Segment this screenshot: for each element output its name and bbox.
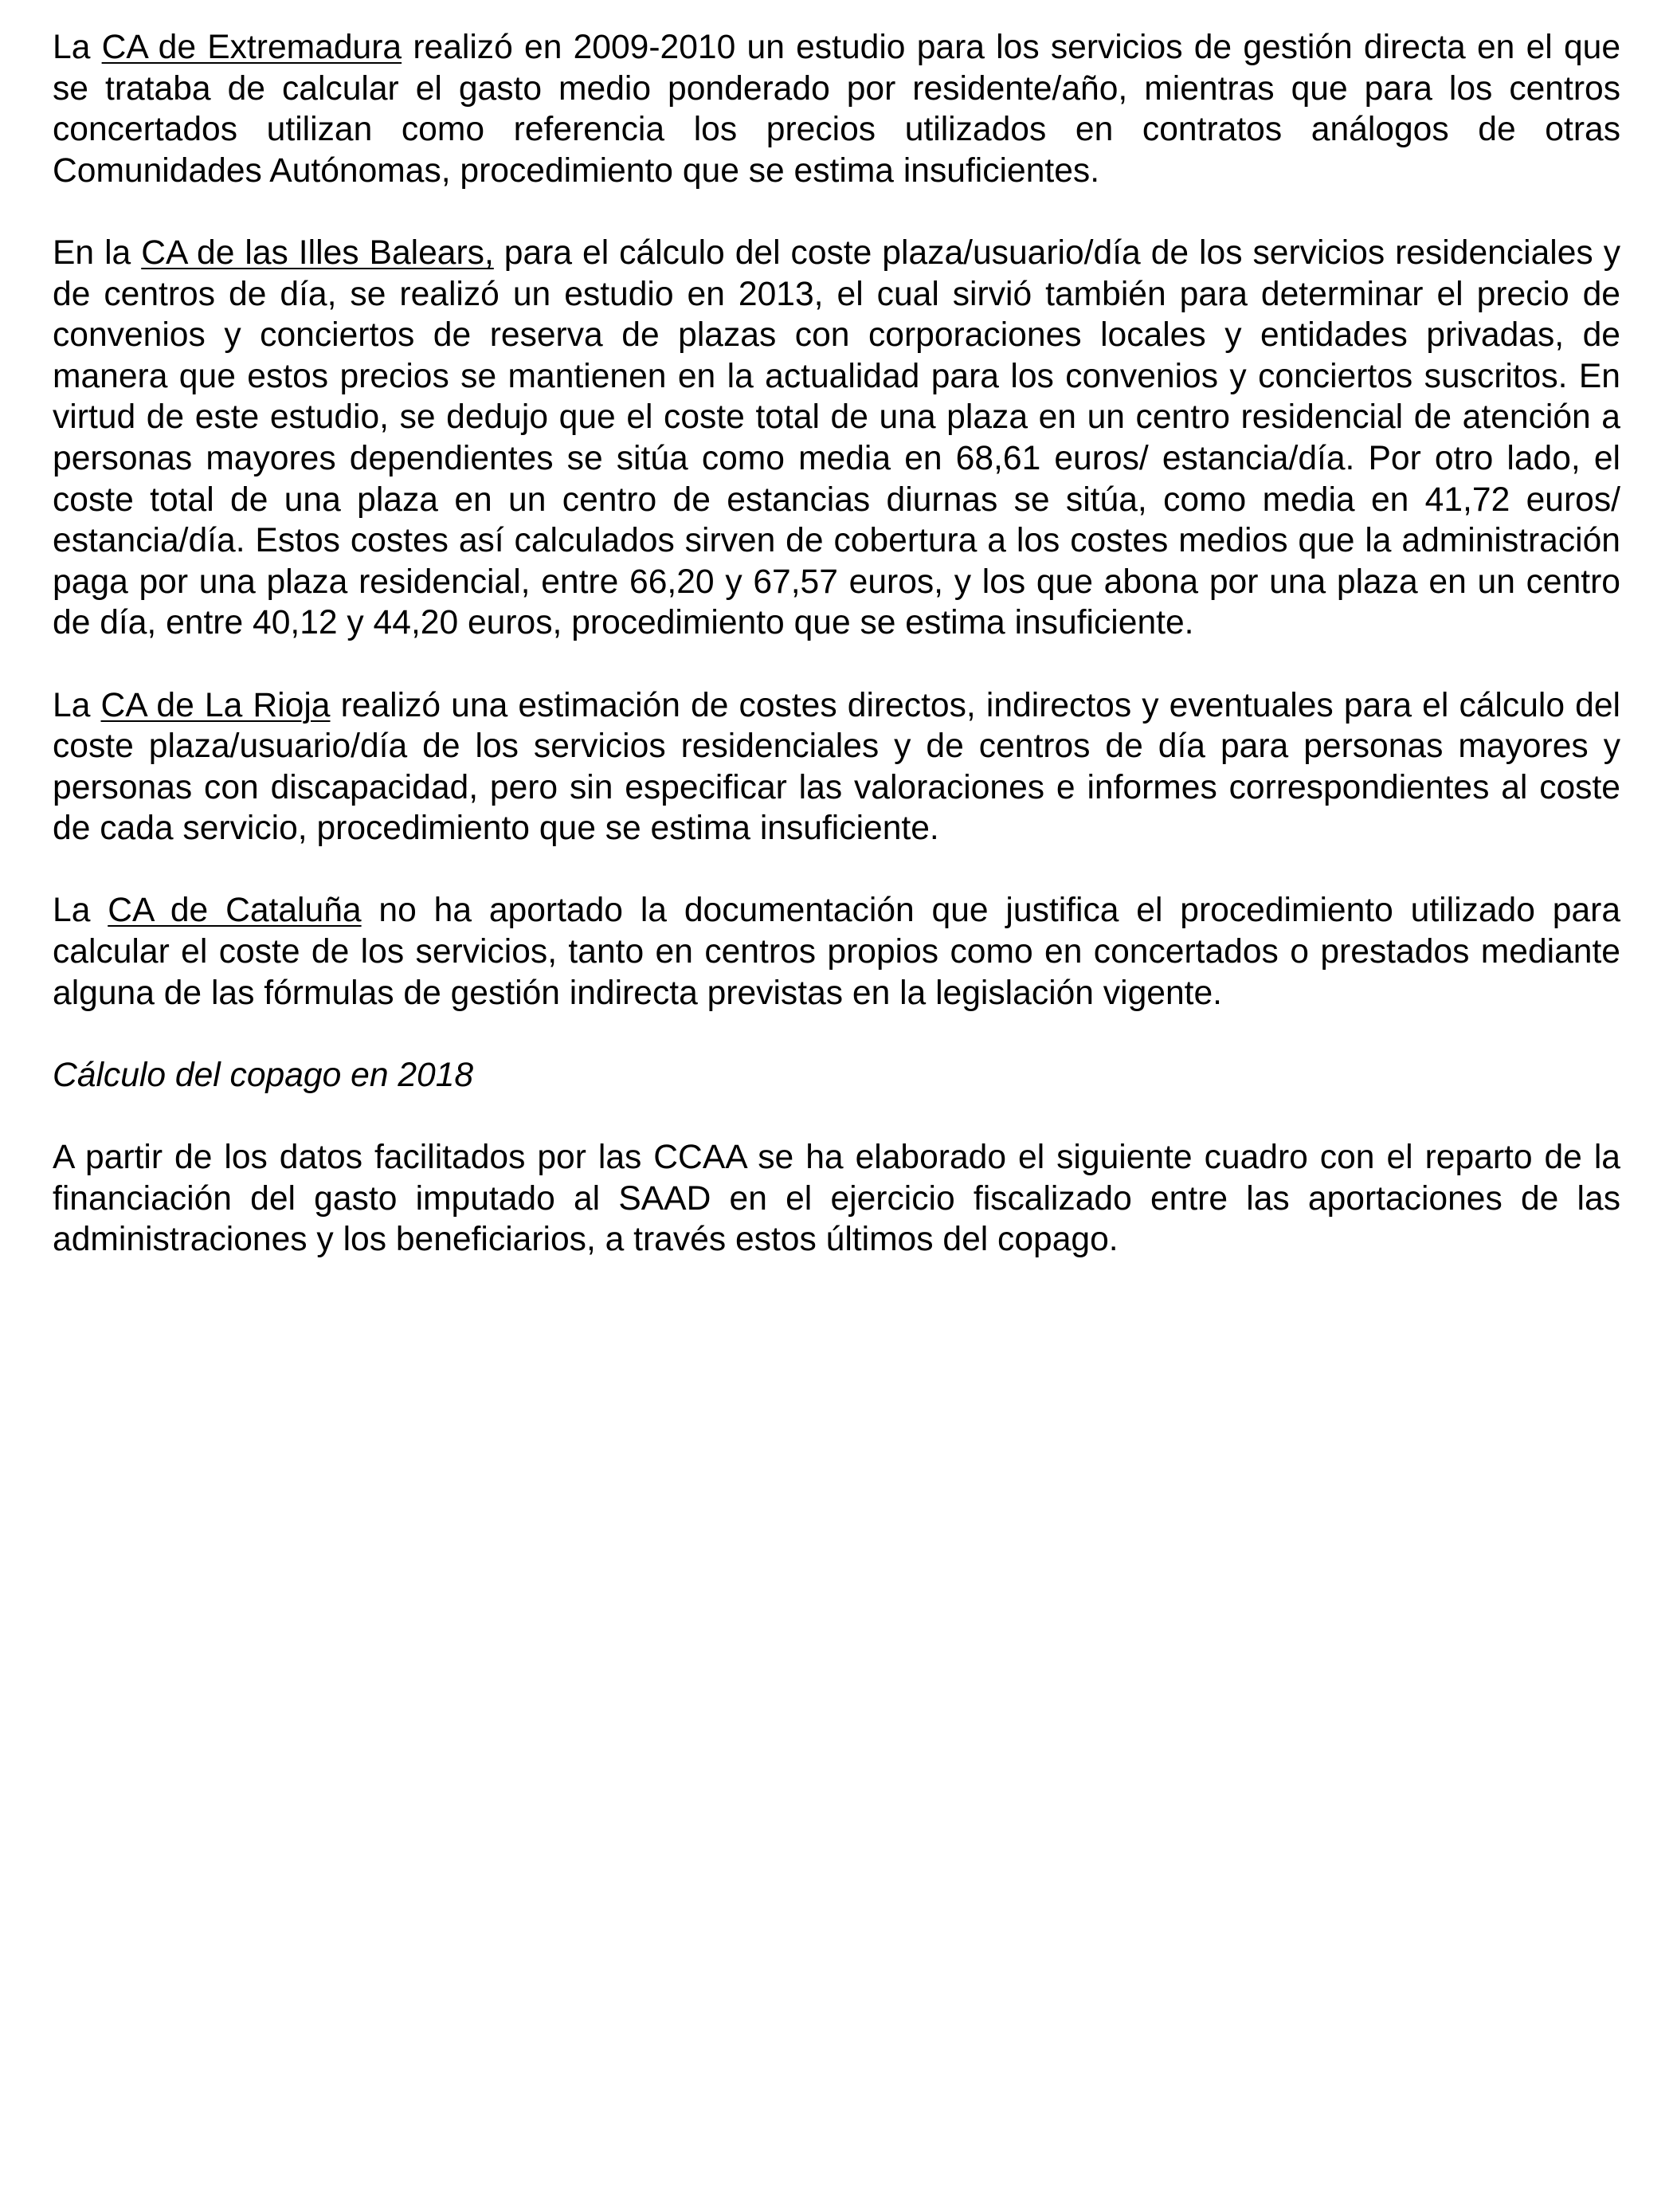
- region-la-rioja: CA de La Rioja: [100, 685, 331, 724]
- paragraph-lead: La: [53, 685, 101, 724]
- paragraph-la-rioja: [53, 685, 1620, 849]
- paragraph-body: no ha aportado la documentación que justifica el procedimiento utilizado para calcular el coste de los servicios, tanto en centros propios como en concertados o prestados mediante alguna de las fórmulas de gestión indirecta previstas en la legislación vigente.: [53, 891, 1621, 1012]
- paragraph-body: para el cálculo del coste plaza/usuario/día de los servicios residenciales y de centros de día, se realizó un estudio en 2013, el cual sirvió también para determinar el precio de convenios y conciertos de reserva de plazas con corporaciones locales y entidades privadas, de manera que estos precios se mantienen en la actualidad para los convenios y conciertos suscritos. En virtud de este estudio, se dedujo que el coste total de una plaza en un centro residencial de atención a personas mayores dependientes se sitúa como media en 68,61 euros/ estancia/día. Por otro lado, el coste total de una plaza en un centro de estancias diurnas se sitúa, como media en 41,72 euros/ estancia/día. Estos costes así calculados sirven de cobertura a los costes medios que la administración paga por una plaza residencial, entre 66,20 y 67,57 euros, y los que abona por una plaza en un centro de día, entre 40,12 y 44,20 euros, procedimiento que se estima insuficiente.: [53, 233, 1621, 642]
- region-illes-balears: CA de las Illes Balears,: [141, 233, 494, 272]
- paragraph-body: realizó una estimación de costes directos, indirectos y eventuales para el cálculo del coste plaza/usuario/día de los servicios residenciales y de centros de día para personas mayores y personas con discapacidad, pero sin especificar las valoraciones e informes correspondientes al coste de cada servicio, procedimiento que se estima insuficiente.: [53, 685, 1620, 848]
- region-cataluna: CA de Cataluña: [108, 891, 362, 930]
- paragraph-body: realizó en 2009-2010 un estudio para los servicios de gestión directa en el que se trataba de calcular el gasto medio ponderado por residente/año, mientras que para los centros concertados utilizan como referencia los precios utilizados en contratos análogos de otras Comunidades Autónomas, procedimiento que se estima insuficientes.: [53, 28, 1621, 190]
- section-subheading: Cálculo del copago en 2018: [53, 1055, 474, 1094]
- paragraph-illes-balears: [53, 233, 1620, 644]
- paragraph-cataluna: [53, 890, 1620, 1014]
- paragraph-lead: En la: [53, 233, 142, 272]
- paragraph-copago: A partir de los datos facilitados por las CCAA se ha elaborado el siguiente cuadro con el reparto de la financiación del gasto imputado al SAAD en el ejercicio fiscalizado entre las aportaciones de las administraciones y los beneficiarios, a través estos últimos del copago.: [53, 1138, 1620, 1259]
- paragraph-lead: La: [53, 28, 102, 66]
- region-extremadura: CA de Extremadura: [101, 28, 402, 66]
- paragraph-lead: La: [53, 891, 108, 930]
- paragraph-extremadura: [53, 27, 1620, 191]
- document-page: [53, 27, 1620, 1301]
